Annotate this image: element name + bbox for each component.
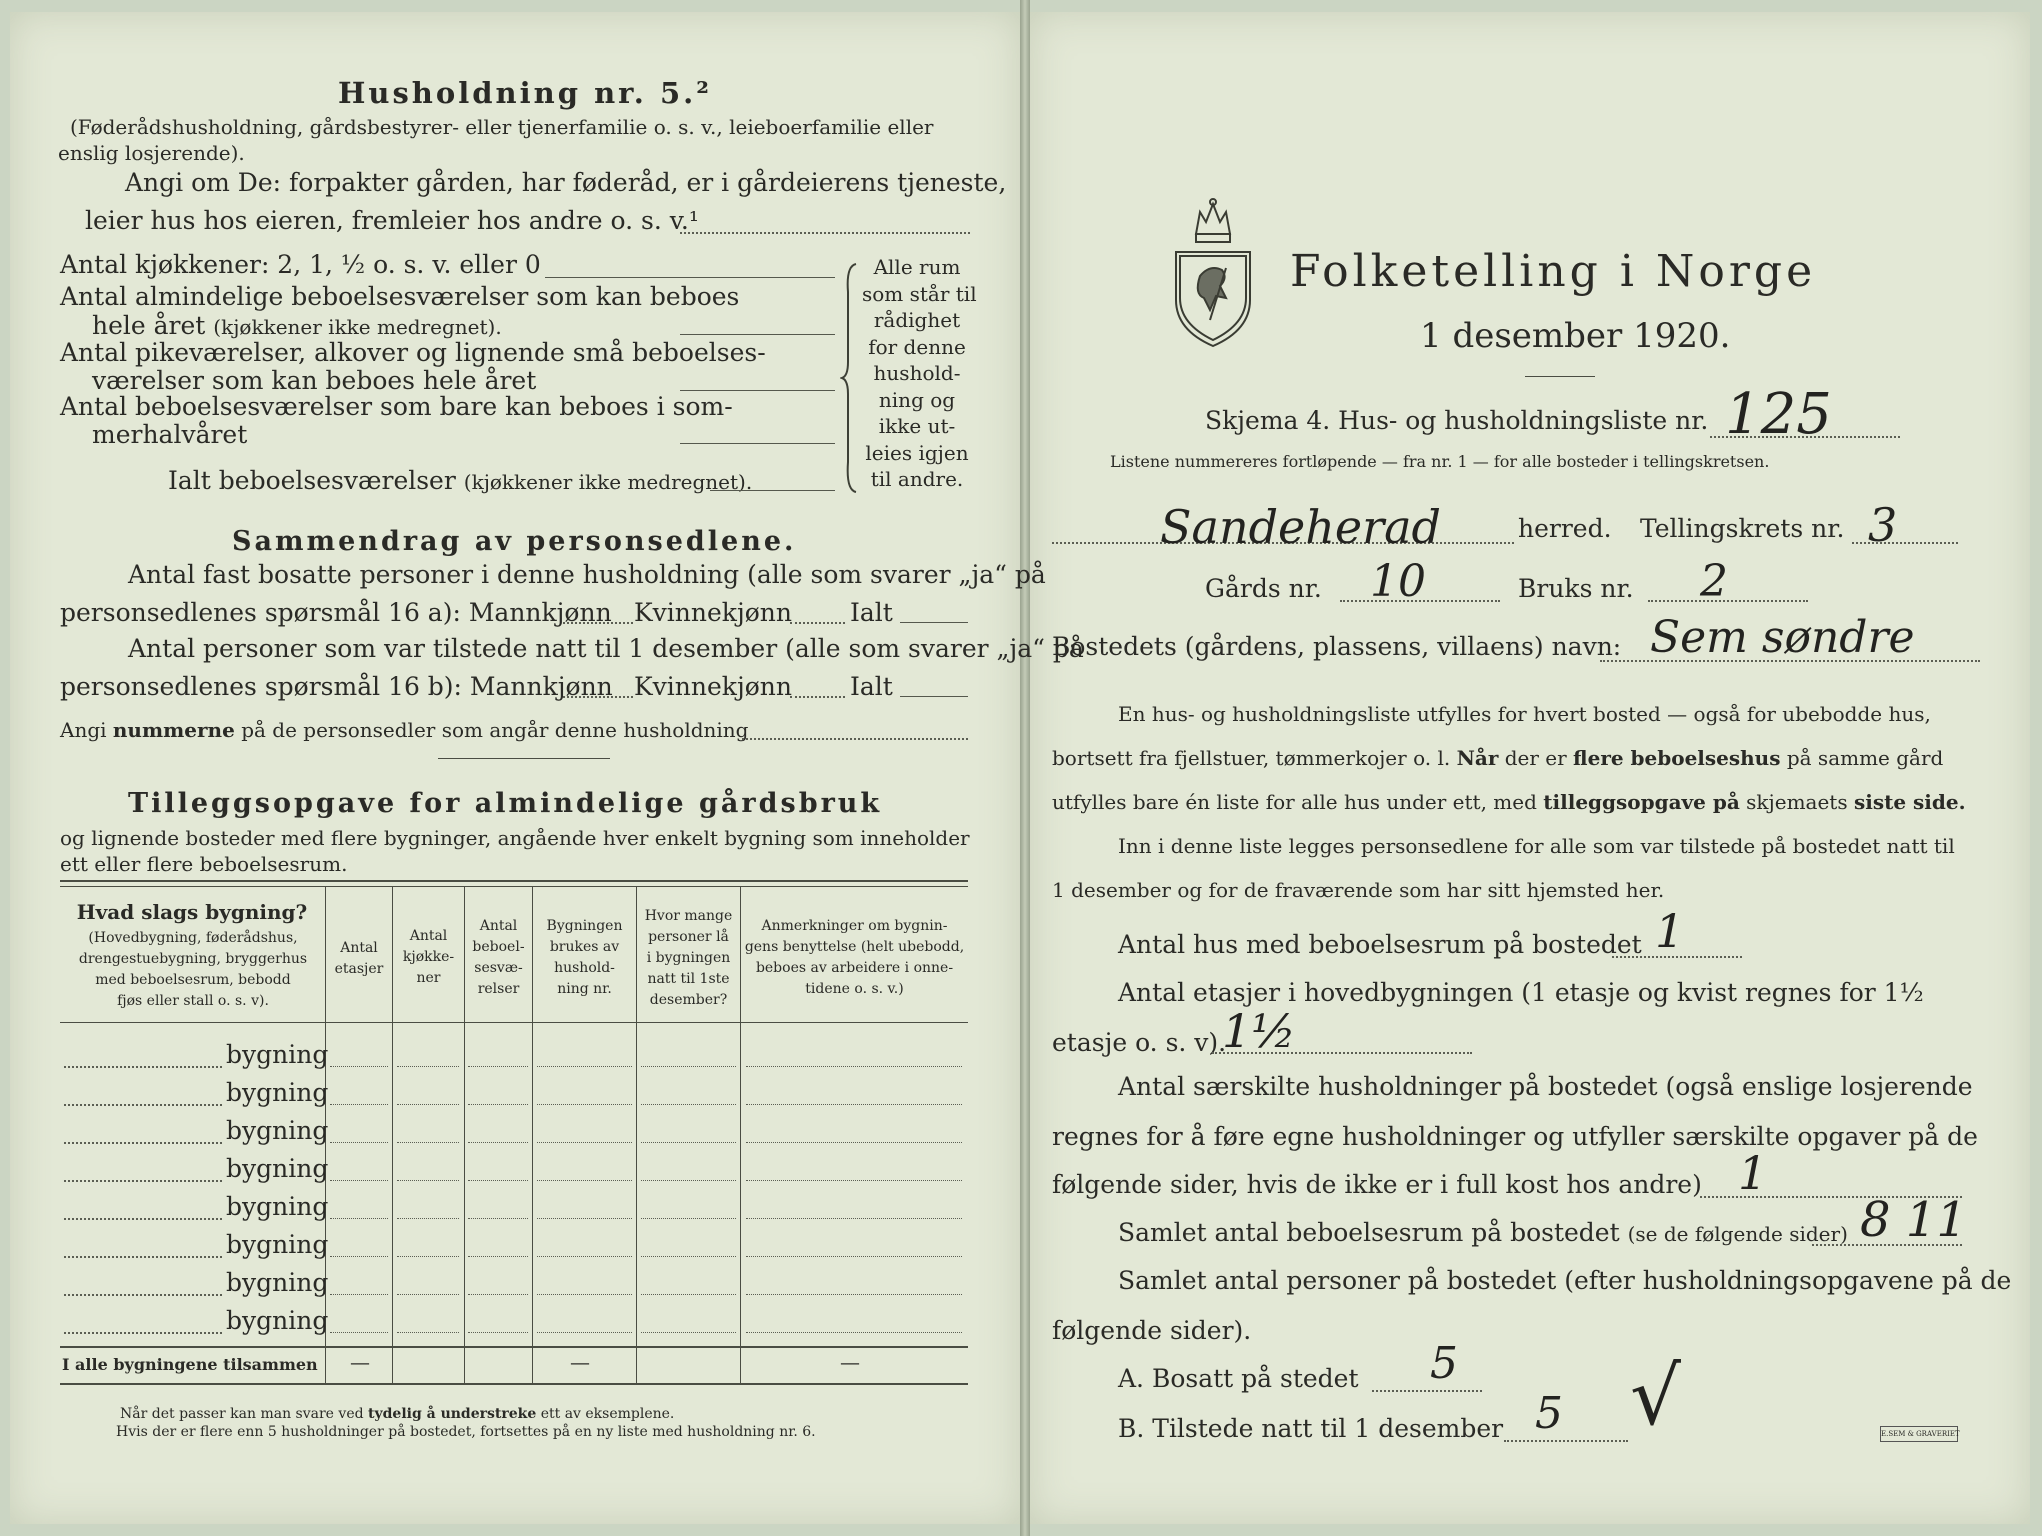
para1-2b: Når	[1456, 746, 1499, 770]
bosatt-line	[1372, 1390, 1482, 1392]
ialt-answer-line	[710, 490, 835, 491]
para1-line2	[1052, 746, 1943, 770]
building-type-line	[64, 1332, 222, 1334]
table-cell-line	[330, 1104, 388, 1105]
side-note-line: for denne	[868, 334, 966, 359]
check-mark: √	[1630, 1350, 1681, 1443]
left-page	[10, 12, 1020, 1524]
samlet-pers-line2: følgende sider).	[1052, 1316, 1252, 1345]
sommer-label-1: Antal beboelsesværelser som bare kan beboes i som-	[60, 392, 733, 421]
table-cell-line	[746, 1104, 962, 1105]
para1-line3	[1052, 790, 1966, 814]
table-cell-line	[330, 1294, 388, 1295]
table-cell-line	[641, 1142, 736, 1143]
total-dash-etasjer: —	[350, 1350, 370, 1374]
tillegg-title: Tilleggsopgave for almindelige gårdsbruk	[128, 788, 883, 819]
etasjer-value: 1½	[1222, 1004, 1296, 1058]
nummerne-a: Angi	[60, 718, 107, 742]
table-cell-line	[468, 1142, 528, 1143]
table-cell-line	[641, 1294, 736, 1295]
side-note-line: til andre.	[870, 467, 964, 491]
col7-line: beboes av arbeidere i onne-	[755, 960, 954, 976]
building-row-label: bygning	[226, 1192, 329, 1221]
tilstede-ialt-line	[900, 696, 968, 697]
table-cell-line	[397, 1180, 459, 1181]
side-note-line: rådighet	[873, 308, 961, 332]
table-cell-line	[746, 1294, 962, 1295]
col1-sub-line: fjøs eller stall o. s. v).	[117, 993, 269, 1009]
col6-line: desember?	[649, 992, 728, 1008]
bosatt-label: A. Bosatt på stedet	[1118, 1364, 1359, 1393]
table-cell-line	[641, 1104, 736, 1105]
table-cell-line	[397, 1294, 459, 1295]
listene-note: Listene nummereres fortløpende — fra nr. 1 — for alle bosteder i tellingskretsen.	[1110, 452, 1770, 471]
footnote-2: Hvis der er flere enn 5 husholdninger på bostedet, fortsettes på en ny liste med husholdning nr. 6.	[116, 1424, 816, 1440]
tilstede-value: 5	[1535, 1388, 1563, 1439]
table-cell-line	[330, 1218, 388, 1219]
side-note-line: Alle rum	[873, 255, 961, 279]
building-type-line	[64, 1104, 222, 1106]
footnote-1a: Når det passer kan man svare ved	[120, 1406, 364, 1422]
samlet-rum-a: Samlet antal beboelsesrum på bostedet	[1118, 1218, 1620, 1247]
col3-line: Antal	[409, 928, 448, 944]
total-label: I alle bygningene tilsammen	[62, 1355, 318, 1374]
table-cell-line	[537, 1218, 632, 1219]
table-cell-line	[468, 1294, 528, 1295]
bruks-value: 2	[1700, 556, 1728, 607]
total-dash-husholdning: —	[570, 1350, 590, 1374]
saer-line1: Antal særskilte husholdninger på bostedet (også enslige losjerende	[1118, 1072, 1973, 1101]
tillegg-line-1: og lignende bosteder med flere bygninger, angående hver enkelt bygning som inneholder	[60, 826, 970, 850]
para1-3d: siste side.	[1853, 790, 1966, 814]
table-top-rule-2	[60, 886, 968, 887]
page-fold	[1020, 0, 1030, 1536]
building-type-line	[64, 1294, 222, 1296]
para2-line2: 1 desember og for de fraværende som har sitt hjemsted her.	[1052, 878, 1665, 902]
fast-kvinne: Kvinnekjønn	[634, 598, 792, 627]
tilstede-kvinne-line	[790, 696, 845, 698]
bosted-value: Sem søndre	[1650, 612, 1915, 663]
building-row-label: bygning	[226, 1116, 329, 1145]
nummerne-line	[60, 718, 748, 742]
table-cell-line	[746, 1332, 962, 1333]
skjema-label: Skjema 4. Hus- og husholdningsliste nr.	[1205, 406, 1709, 435]
para1-2c: der er	[1504, 746, 1567, 770]
para1-3c: skjemaets	[1746, 790, 1848, 814]
para1-2d: flere beboelseshus	[1573, 746, 1781, 770]
samlet-rum-label	[1118, 1218, 1848, 1247]
col4-line: beboel-	[472, 939, 525, 955]
table-cell-line	[746, 1218, 962, 1219]
fast-mann-line	[563, 622, 633, 624]
household-title: Husholdning nr. 5.²	[338, 76, 712, 110]
col3-line: ner	[416, 970, 441, 986]
table-cell-line	[397, 1256, 459, 1257]
alm-answer-line	[680, 334, 835, 335]
table-cell-line	[468, 1104, 528, 1105]
table-cell-line	[468, 1066, 528, 1067]
table-cell-line	[537, 1256, 632, 1257]
herred-label: herred.	[1518, 514, 1612, 543]
nummerne-b: nummerne	[112, 718, 235, 742]
saer-value: 1	[1738, 1146, 1768, 1200]
building-row-label: bygning	[226, 1078, 329, 1107]
col4-line: sesvæ-	[474, 960, 523, 976]
pike-answer-line	[680, 390, 835, 391]
skjema-value: 125	[1725, 382, 1832, 447]
table-cell-line	[468, 1218, 528, 1219]
ialt-label	[168, 466, 752, 495]
para1-2a: bortsett fra fjellstuer, tømmerkojer o. l.	[1052, 746, 1451, 770]
table-total-rule	[60, 1346, 968, 1348]
sammendrag-title: Sammendrag av personsedlene.	[232, 526, 797, 557]
col1-sub-line: med beboelsesrum, bebodd	[95, 972, 291, 988]
side-note-line: ning og	[878, 387, 956, 412]
saer-line2: regnes for å føre egne husholdninger og utfyller særskilte opgaver på de	[1052, 1122, 1978, 1151]
col6-header	[637, 906, 740, 1011]
building-type-line	[64, 1142, 222, 1144]
norway-coat-of-arms	[1170, 198, 1256, 350]
para1-3b: tilleggsopgave på	[1543, 790, 1740, 814]
nummerne-answer-line	[742, 738, 968, 740]
sommer-label-2: merhalvåret	[92, 420, 248, 449]
table-cell-line	[537, 1066, 632, 1067]
table-cell-line	[330, 1066, 388, 1067]
col4-line: Antal	[479, 918, 518, 934]
table-cell-line	[397, 1142, 459, 1143]
pike-label-1: Antal pikeværelser, alkover og lignende små beboelses-	[60, 338, 766, 367]
col6-line: i bygningen	[646, 950, 731, 966]
col6-line: personer lå	[648, 929, 729, 945]
table-cell-line	[330, 1142, 388, 1143]
table-cell-line	[537, 1104, 632, 1105]
krets-label: Tellingskrets nr.	[1640, 514, 1845, 543]
tilstede-label: B. Tilstede natt til 1 desember	[1118, 1414, 1504, 1443]
table-cell-line	[397, 1066, 459, 1067]
table-cell-line	[397, 1104, 459, 1105]
brace-icon	[840, 262, 860, 494]
table-cell-line	[537, 1180, 632, 1181]
samlet-rum-value: 8 11	[1860, 1192, 1967, 1248]
fast-kvinne-line	[790, 622, 845, 624]
side-note-line: som står til	[862, 281, 977, 306]
printer-stamp: E.SEM & GRAVERIET	[1880, 1426, 1958, 1442]
fast-ialt-line	[900, 622, 968, 623]
kjokkener-answer-line	[545, 277, 835, 278]
household-intro-2: enslig losjerende).	[58, 141, 245, 165]
angi-line-2: leier hus hos eieren, fremleier hos andre o. s. v.¹	[85, 206, 699, 235]
col7-header	[741, 916, 968, 1000]
alm-label-2a: hele året	[92, 311, 206, 340]
title-divider	[1525, 376, 1595, 377]
footnote-1b: tydelig å understreke	[368, 1406, 537, 1422]
col5-line: brukes av	[549, 939, 620, 955]
table-bottom-rule	[60, 1383, 968, 1385]
table-cell-line	[537, 1294, 632, 1295]
nummerne-c: på de personsedler som angår denne husholdning	[241, 718, 749, 742]
table-cell-line	[330, 1332, 388, 1333]
bosatt-value: 5	[1430, 1338, 1458, 1389]
table-cell-line	[641, 1066, 736, 1067]
etasjer-line2: etasje o. s. v).	[1052, 1028, 1227, 1057]
alm-label-2b: (kjøkkener ikke medregnet).	[213, 315, 502, 339]
col7-line: tidene o. s. v.)	[805, 981, 904, 997]
building-row-label: bygning	[226, 1230, 329, 1259]
table-cell-line	[746, 1180, 962, 1181]
table-cell-line	[746, 1256, 962, 1257]
col1-sub-line: drengestuebygning, bryggerhus	[78, 951, 308, 967]
building-row-label: bygning	[226, 1154, 329, 1183]
table-cell-line	[330, 1256, 388, 1257]
table-cell-line	[468, 1180, 528, 1181]
para1-line1: En hus- og husholdningsliste utfylles for hvert bosted — også for ubebodde hus,	[1118, 702, 1931, 726]
building-type-line	[64, 1218, 222, 1220]
col6-line: natt til 1ste	[647, 971, 730, 987]
tilstede-mann-line	[563, 696, 633, 698]
tilstede-ialt: Ialt	[850, 672, 893, 701]
para1-3a: utfylles bare én liste for alle hus under ett, med	[1052, 790, 1537, 814]
fast-ialt: Ialt	[850, 598, 893, 627]
table-cell-line	[468, 1332, 528, 1333]
table-header-rule	[60, 1022, 968, 1023]
side-note-line: leies igjen	[865, 440, 969, 465]
para1-2e: på samme gård	[1786, 746, 1944, 770]
col5-header	[533, 916, 636, 1000]
building-row-label: bygning	[226, 1306, 329, 1335]
ialt-label-a: Ialt beboelsesværelser	[168, 466, 456, 495]
building-row-label: bygning	[226, 1268, 329, 1297]
gards-value: 10	[1370, 556, 1426, 607]
tilstede-kvinne: Kvinnekjønn	[634, 672, 792, 701]
table-cell-line	[641, 1218, 736, 1219]
angi-line-1: Angi om De: forpakter gården, har føderåd, er i gårdeierens tjeneste,	[125, 168, 1007, 197]
census-title: Folketelling i Norge	[1290, 246, 1817, 297]
table-top-rule	[60, 880, 968, 882]
hus-label: Antal hus med beboelsesrum på bostedet	[1118, 930, 1642, 959]
table-cell-line	[468, 1256, 528, 1257]
table-cell-line	[397, 1218, 459, 1219]
table-cell-line	[641, 1180, 736, 1181]
ialt-label-b: (kjøkkener ikke medregnet).	[463, 470, 753, 494]
col1-title: Hvad slags bygning?	[76, 900, 308, 924]
col2-header	[326, 938, 392, 980]
fast-line-2: personsedlenes spørsmål 16 a): Mannkjønn	[60, 598, 612, 627]
tillegg-line-2: ett eller flere beboelsesrum.	[60, 852, 348, 876]
col5-line: Bygningen	[546, 918, 623, 934]
building-type-line	[64, 1180, 222, 1182]
table-cell-line	[330, 1180, 388, 1181]
table-cell-line	[397, 1332, 459, 1333]
sommer-answer-line	[680, 443, 835, 444]
samlet-pers-line1: Samlet antal personer på bostedet (efter husholdningsopgavene på de	[1118, 1266, 2012, 1295]
col4-line: relser	[477, 981, 520, 997]
bruks-line	[1648, 600, 1808, 602]
building-row-label: bygning	[226, 1040, 329, 1069]
col3-line: kjøkke-	[402, 949, 455, 965]
table-cell-line	[746, 1066, 962, 1067]
building-type-line	[64, 1066, 222, 1068]
divider	[438, 758, 610, 759]
col5-line: hushold-	[554, 960, 615, 976]
side-note-line: ikke ut-	[878, 414, 956, 438]
etasjer-line1: Antal etasjer i hovedbygningen (1 etasje og kvist regnes for 1½	[1118, 978, 1924, 1007]
household-intro-1: (Føderådshusholdning, gårdsbestyrer- eller tjenerfamilie o. s. v., leieboerfamilie eller	[70, 115, 934, 139]
saer-line3: følgende sider, hvis de ikke er i full kost hos andre)	[1052, 1170, 1702, 1199]
tilstede-line	[1504, 1440, 1628, 1442]
col7-line: Anmerkninger om bygnin-	[761, 918, 948, 934]
kjokkener-label: Antal kjøkkener: 2, 1, ½ o. s. v. eller 0	[60, 250, 541, 279]
building-type-line	[64, 1256, 222, 1258]
col5-line: ning nr.	[557, 981, 612, 997]
krets-value: 3	[1868, 498, 1898, 552]
table-cell-line	[537, 1142, 632, 1143]
col2-line: Antal	[340, 940, 378, 956]
col3-header	[393, 926, 464, 989]
table-cell-line	[537, 1332, 632, 1333]
gards-label: Gårds nr.	[1205, 574, 1322, 603]
angi-answer-line	[680, 232, 970, 234]
col4-header	[465, 916, 532, 1000]
col6-line: Hvor mange	[644, 908, 733, 924]
total-dash-anmerkninger: —	[840, 1350, 860, 1374]
alm-label-2	[92, 311, 502, 340]
fast-line-1: Antal fast bosatte personer i denne husholdning (alle som svarer „ja“ på	[128, 560, 1046, 589]
census-date: 1 desember 1920.	[1420, 316, 1731, 356]
col1-subtitle	[62, 928, 324, 1012]
table-cell-line	[746, 1142, 962, 1143]
alm-label-1: Antal almindelige beboelsesværelser som kan beboes	[60, 282, 740, 311]
tilstede-line-2: personsedlenes spørsmål 16 b): Mannkjønn	[60, 672, 613, 701]
samlet-rum-b: (se de følgende sider)	[1627, 1222, 1848, 1246]
side-note	[862, 254, 977, 493]
col7-line: gens benyttelse (helt ubebodd,	[744, 939, 965, 955]
col2-line: etasjer	[334, 961, 384, 977]
bruks-label: Bruks nr.	[1518, 574, 1634, 603]
pike-label-2: værelser som kan beboes hele året	[92, 366, 537, 395]
footnote-1c: ett av eksemplene.	[540, 1406, 675, 1422]
hus-value: 1	[1655, 904, 1685, 958]
table-cell-line	[641, 1332, 736, 1333]
bosted-label: Bostedets (gårdens, plassens, villaens) navn:	[1052, 632, 1622, 661]
table-cell-line	[641, 1256, 736, 1257]
herred-value: Sandeherad	[1160, 500, 1441, 554]
footnote-1	[120, 1406, 674, 1422]
para2-line1: Inn i denne liste legges personsedlene for alle som var tilstede på bostedet natt til	[1118, 834, 1955, 858]
col1-sub-line: (Hovedbygning, føderådshus,	[88, 930, 298, 946]
tilstede-line-1: Antal personer som var tilstede natt til 1 desember (alle som svarer „ja“ på	[128, 634, 1084, 663]
side-note-line: hushold-	[873, 361, 961, 385]
